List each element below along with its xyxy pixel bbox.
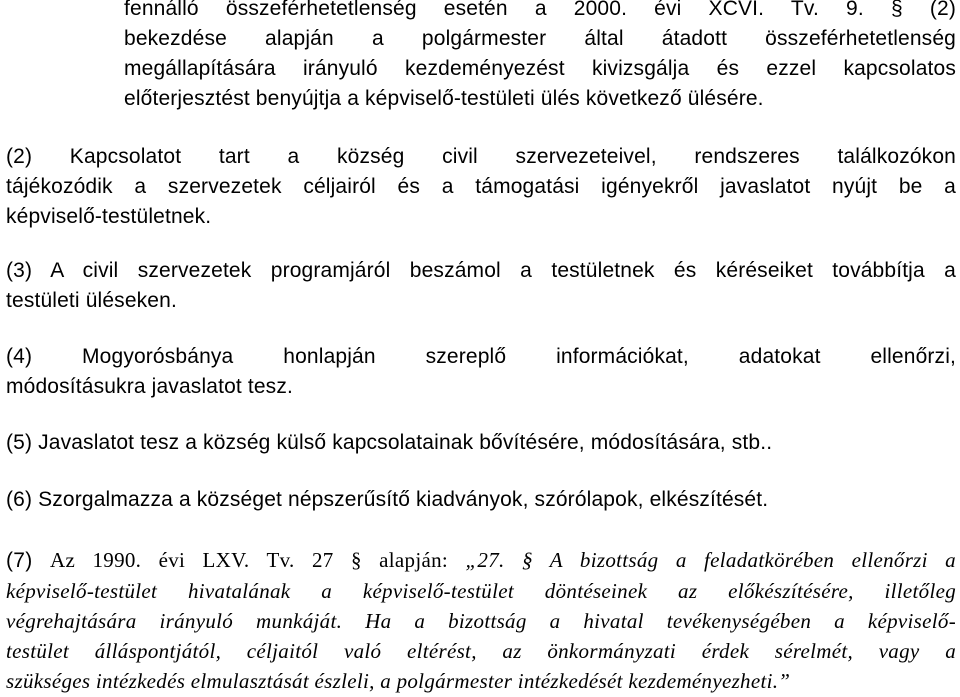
text-line: (4) Mogyorósbánya honlapján szereplő információkat, adatokat ellenőrzi, — [6, 345, 956, 368]
text-line: előterjesztést benyújtja a képviselő-testületi ülés következő ülésére. — [124, 87, 764, 110]
text-line: szükséges intézkedés elmulasztását észleli, a polgármester intézkedését kezdeményezheti.” — [6, 669, 791, 693]
paragraph-number: (7) — [6, 549, 33, 572]
text-line: (2) Kapcsolatot tart a község civil szervezeteivel, rendszeres találkozókon — [6, 145, 956, 168]
text-line — [6, 545, 956, 576]
intro-paragraph — [6, 0, 956, 114]
text-line: megállapítására irányuló kezdeményezést kivizsgálja és ezzel kapcsolatos — [124, 57, 956, 80]
text-line: fennálló összeférhetetlenség esetén a 2000. évi XCVI. Tv. 9. § (2) — [124, 0, 956, 20]
text-line: bekezdése alapján a polgármester által átadott összeférhetetlenség — [124, 27, 956, 50]
text-line: végrehajtására irányuló munkáját. Ha a bizottság a hivatal tevékenységében a képviselő- — [6, 609, 956, 633]
text-line: (5) Javaslatot tesz a község külső kapcsolatainak bővítésére, módosítására, stb.. — [6, 431, 773, 454]
paragraph-2 — [6, 142, 956, 232]
text-line: testületi üléseken. — [6, 289, 177, 312]
text-line: képviselő-testület hivatalának a képviselő-testület döntéseinek az előkészítésére, illetőleg — [6, 579, 956, 603]
quoted-text: „27. § A bizottság a feladatkörében ellenőrzi a — [465, 548, 956, 572]
text-line: módosításukra javaslatot tesz. — [6, 375, 293, 398]
paragraph-6 — [6, 485, 956, 515]
paragraph-3 — [6, 256, 956, 316]
text-line: (6) Szorgalmazza a községet népszerűsítő kiadványok, szórólapok, elkészítését. — [6, 488, 769, 511]
paragraph-7 — [6, 545, 956, 696]
paragraph-4 — [6, 342, 956, 402]
text-line: (3) A civil szervezetek programjáról beszámol a testületnek és kéréseiket továbbítja a — [6, 259, 956, 282]
paragraph-5 — [6, 428, 956, 458]
law-reference: Az 1990. évi LXV. Tv. 27 § alapján: — [49, 548, 449, 572]
text-line: képviselő-testületnek. — [6, 205, 212, 228]
text-line: tájékozódik a szervezetek céljairól és a támogatási igényekről javaslatot nyújt be a — [6, 175, 956, 198]
text-line: testület álláspontjától, céljaitól való eltérést, az önkormányzati érdek sérelmét, vagy a — [6, 639, 956, 663]
